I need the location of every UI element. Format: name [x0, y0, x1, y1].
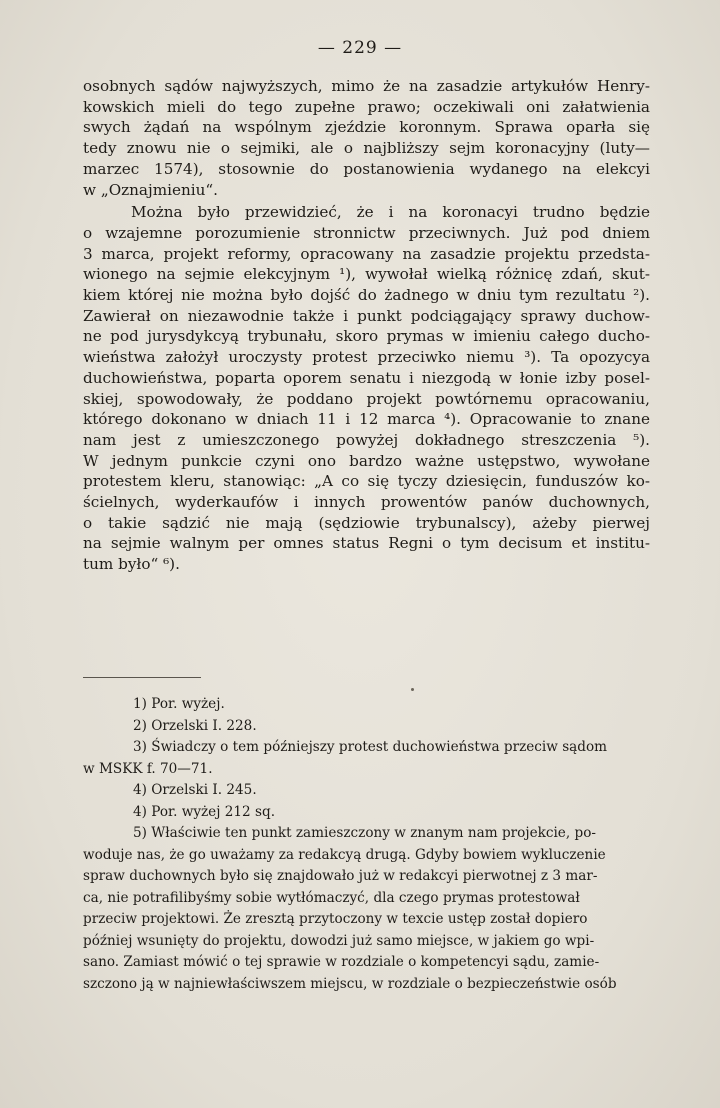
text-line: którego dokonano w dniach 11 i 12 marca ⁴). Opracowanie to znane	[83, 410, 650, 429]
text-line: marzec 1574), stosownie do postanowienia wydanego na elekcyi	[83, 159, 650, 178]
text-line: tedy znowu nie o sejmiki, ale o najbliższy sejm koronacyjny (luty—	[83, 139, 650, 158]
footnote-mark: 1)	[133, 696, 147, 712]
text-line: ścielnych, wyderkaufów i innych prowentów panów duchownych,	[83, 493, 650, 512]
footnote-separator	[83, 677, 201, 678]
text-line: w „Oznajmieniu“.	[83, 180, 218, 199]
footnote-continuation: ca, nie potrafilibyśmy sobie wytłómaczyć, dla czego prymas protestował	[83, 889, 580, 906]
paragraph-1	[83, 76, 650, 200]
text-line: Można było przewidzieć, że i na koronacyi trudno będzie	[131, 203, 650, 222]
footnote-continuation: w MSKK f. 70—71.	[83, 760, 213, 777]
footnote-mark: 2)	[133, 717, 147, 734]
footnote	[83, 802, 650, 824]
text-line: skiej, spowodowały, że poddano projekt powtórnemu opracowaniu,	[83, 389, 650, 408]
footnote	[83, 737, 650, 759]
text-line: Zawierał on niezawodnie także i punkt podciągający sprawy duchow-	[83, 306, 650, 325]
footnote-mark: 4)	[133, 782, 147, 798]
text-line: osobnych sądów najwyższych, mimo że na zasadzie artykułów Henry-	[83, 77, 650, 95]
text-line: wionego na sejmie elekcyjnym ¹), wywołał wielką różnicę zdań, skut-	[83, 265, 650, 284]
page-number: — 229 —	[317, 38, 403, 58]
footnotes	[83, 694, 650, 995]
footnote	[83, 716, 650, 738]
text-line: nam jest z umieszczonego powyżej dokładnego streszczenia ⁵).	[83, 430, 650, 449]
footnote-text: Właściwie ten punkt zamieszczony w znanym nam projekcie, po-	[151, 825, 596, 841]
footnote-text: Por. wyżej.	[151, 696, 225, 712]
footnote-text: Orzelski I. 245.	[151, 782, 257, 798]
text-line: kowskich mieli do tego zupełne prawo; oczekiwali oni załatwienia	[83, 97, 650, 116]
footnote-continuation: woduje nas, że go uważamy za redakcyą drugą. Gdyby bowiem wykluczenie	[83, 846, 606, 863]
footnote-continuation: przeciw projektowi. Że zresztą przytoczony w texcie ustęp został dopiero	[83, 911, 588, 927]
footnote	[83, 780, 650, 802]
text-line: 3 marca, projekt reformy, opracowany na zasadzie projektu przedsta-	[83, 244, 650, 263]
text-line: duchowieństwa, poparta oporem senatu i niezgodą w łonie izby posel-	[83, 368, 650, 387]
text-line: tum było“ ⁶).	[83, 555, 180, 574]
text-line: na sejmie walnym per omnes status Regni o tym decisum et institu-	[83, 534, 650, 553]
text-line: o takie sądzić nie mają (sędziowie trybunalscy), ażeby pierwej	[83, 513, 650, 532]
footnote-continuation: spraw duchownych było się znajdowało już w redakcyi pierwotnej z 3 mar-	[83, 868, 598, 884]
paragraph-2	[83, 202, 650, 575]
footnote-text: Orzelski I. 228.	[151, 717, 257, 734]
footnote-text: Por. wyżej 212 sq.	[151, 803, 276, 820]
footnote	[83, 823, 650, 845]
footnote-continuation: później wsunięty do projektu, dowodzi już samo miejsce, w jakiem go wpi-	[83, 932, 595, 949]
text-line: swych żądań na wspólnym zjeździe koronnym. Sprawa oparła się	[83, 118, 650, 137]
text-line: ne pod jurysdykcyą trybunału, skoro prymas w imieniu całego ducho-	[83, 327, 650, 346]
text-line: kiem której nie można było dojść do żadnego w dniu tym rezultatu ²).	[83, 286, 650, 305]
footnote-mark: 3)	[133, 739, 147, 755]
text-line: o wzajemne porozumienie stronnictw przeciwnych. Już pod dniem	[83, 223, 650, 242]
footnote-mark: 4)	[133, 803, 147, 820]
footnote	[83, 694, 650, 716]
text-line: wieństwa założył uroczysty protest przeciwko niemu ³). Ta opozycya	[83, 348, 650, 367]
footnote-mark: 5)	[133, 825, 147, 841]
footnote-continuation: sano. Zamiast mówić o tej sprawie w rozdziale o kompetencyi sądu, zamie-	[83, 954, 600, 970]
text-line: W jednym punkcie czyni ono bardzo ważne ustępstwo, wywołane	[83, 451, 650, 470]
footnote-text: Świadczy o tem późniejszy protest duchowieństwa przeciw sądom	[151, 739, 608, 755]
text-line: protestem kleru, stanowiąc: „A co się tyczy dziesięcin, funduszów ko-	[83, 472, 650, 491]
ink-speck	[411, 688, 414, 691]
main-text	[83, 76, 650, 575]
footnote-continuation: szczono ją w najniewłaściwszem miejscu, w rozdziale o bezpieczeństwie osób	[83, 975, 617, 992]
